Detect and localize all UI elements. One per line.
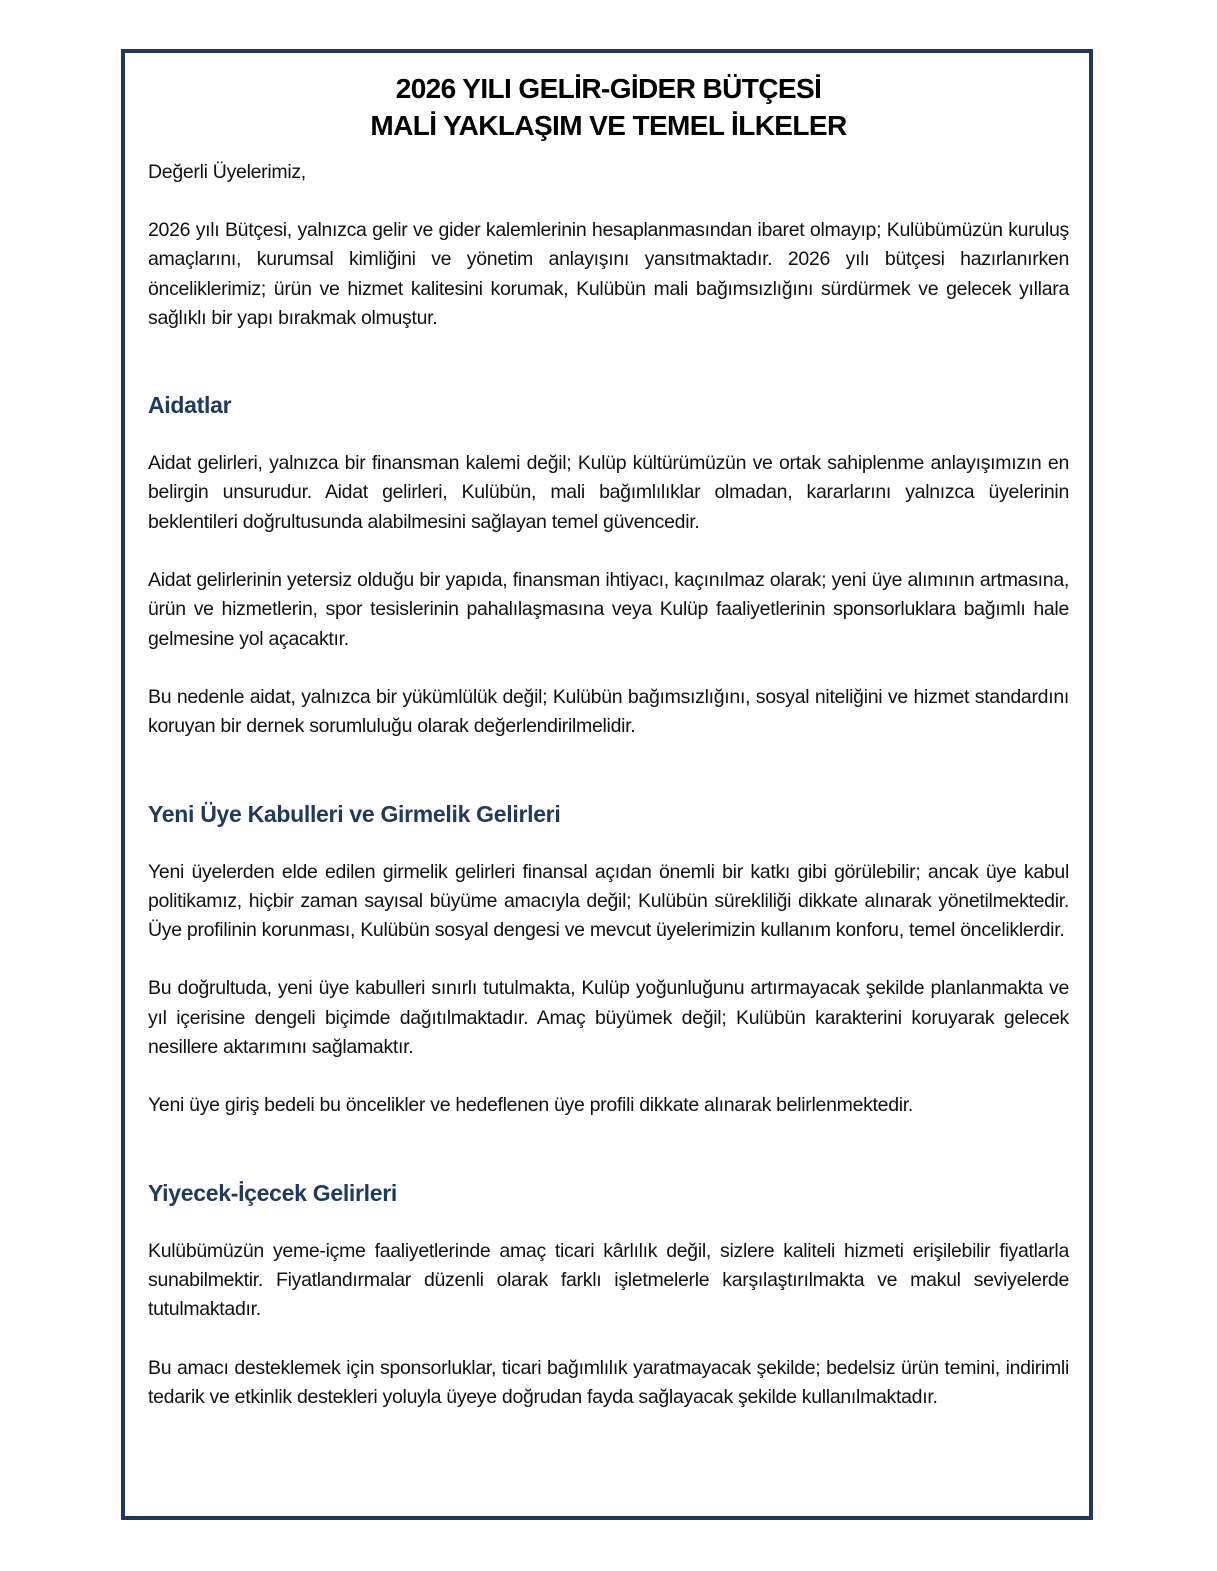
spacer — [148, 945, 1069, 974]
spacer — [148, 187, 1069, 216]
spacer — [148, 829, 1069, 858]
spacer — [148, 537, 1069, 566]
spacer — [148, 742, 1069, 800]
section-heading: Yeni Üye Kabulleri ve Girmelik Gelirleri — [148, 800, 561, 827]
section-heading: Aidatlar — [148, 392, 232, 419]
spacer — [148, 1121, 1069, 1179]
paragraph: Aidat gelirlerinin yetersiz olduğu bir yapıda, finansman ihtiyacı, kaçınılmaz olarak; yeni üye alımının artmasına, ürün ve hizmetlerin, spor tesislerinin pahalılaşmasına veya Kulüp faaliyetlerinin sponsorluklara bağımlı hale gelmesine yol açacaktır. — [148, 569, 1069, 650]
section-aidatlar — [148, 391, 1069, 741]
spacer — [148, 1208, 1069, 1237]
paragraph: Bu nedenle aidat, yalnızca bir yükümlülük değil; Kulübün bağımsızlığını, sosyal niteliğini ve hizmet standardını koruyan bir dernek sorumluluğu olarak değerlendirilmelidir. — [148, 685, 1069, 738]
document-title — [148, 70, 1069, 144]
title-line-2: MALİ YAKLAŞIM VE TEMEL İLKELER — [370, 110, 847, 141]
spacer — [148, 1062, 1069, 1091]
spacer — [148, 333, 1069, 391]
section-heading: Yiyecek-İçecek Gelirleri — [148, 1179, 397, 1206]
paragraph: Yeni üye giriş bedeli bu öncelikler ve hedeflenen üye profili dikkate alınarak belirlenmektedir. — [148, 1094, 914, 1117]
paragraph: Yeni üyelerden elde edilen girmelik gelirleri finansal açıdan önemli bir katkı gibi görülebilir; ancak üye kabul politikamız, hiçbir zaman sayısal büyüme amacıyla değil; Kulübün sürekliliği dikkate alınarak yönetilmektedir. Üye profilinin korunması, Kulübün sosyal dengesi ve mevcut üyelerimizin kullanım konforu, temel önceliklerdir. — [148, 860, 1069, 942]
section-yiyecek-icecek — [148, 1179, 1069, 1412]
greeting: Değerli Üyelerimiz, — [148, 161, 306, 183]
spacer — [148, 420, 1069, 449]
document-body — [148, 70, 1069, 1412]
paragraph: Bu doğrultuda, yeni üye kabulleri sınırlı tutulmakta, Kulüp yoğunluğunu artırmayacak şekilde planlanmakta ve yıl içerisine dengeli biçimde dağıtılmaktadır. Amaç büyümek değil; Kulübün karakterini koruyarak gelecek nesillere aktarımını sağlamaktır. — [148, 977, 1069, 1059]
paragraph: Aidat gelirleri, yalnızca bir finansman kalemi değil; Kulüp kültürümüzün ve ortak sahiplenme anlayışımızın en belirgin unsurudur. Aidat gelirleri, Kulübün, mali bağımlılıklar olmadan, kararlarını yalnızca üyelerinin beklentileri doğrultusunda alabilmesini sağlayan temel güvencedir. — [148, 452, 1069, 533]
paragraph: Kulübümüzün yeme-içme faaliyetlerinde amaç ticari kârlılık değil, sizlere kaliteli hizmeti erişilebilir fiyatlarla sunabilmektir. Fiyatlandırmalar düzenli olarak farklı işletmelerle karşılaştırılmakta ve makul seviyelerde tutulmaktadır. — [148, 1239, 1069, 1321]
intro-paragraph: 2026 yılı Bütçesi, yalnızca gelir ve gider kalemlerinin hesaplanmasından ibaret olmayıp; Kulübümüzün kuruluş amaçlarını, kurumsal kimliğini ve yönetim anlayışını yansıtmaktadır. 2026 yılı bütçesi hazırlanırken önceliklerimiz; ürün ve hizmet kalitesini korumak, Kulübün mali bağımsızlığını sürdürmek ve gelecek yıllara sağlıklı bir yapı bırakmak olmuştur. — [148, 219, 1069, 329]
paragraph: Bu amacı desteklemek için sponsorluklar, ticari bağımlılık yaratmayacak şekilde; bedelsiz ürün temini, indirimli tedarik ve etkinlik destekleri yoluyla üyeye doğrudan fayda sağlayacak şekilde kullanılmaktadır. — [148, 1356, 1069, 1408]
section-yeni-uye-kabulleri — [148, 800, 1069, 1121]
spacer — [148, 1325, 1069, 1354]
title-line-1: 2026 YILI GELİR-GİDER BÜTÇESİ — [395, 73, 822, 104]
spacer — [148, 654, 1069, 683]
